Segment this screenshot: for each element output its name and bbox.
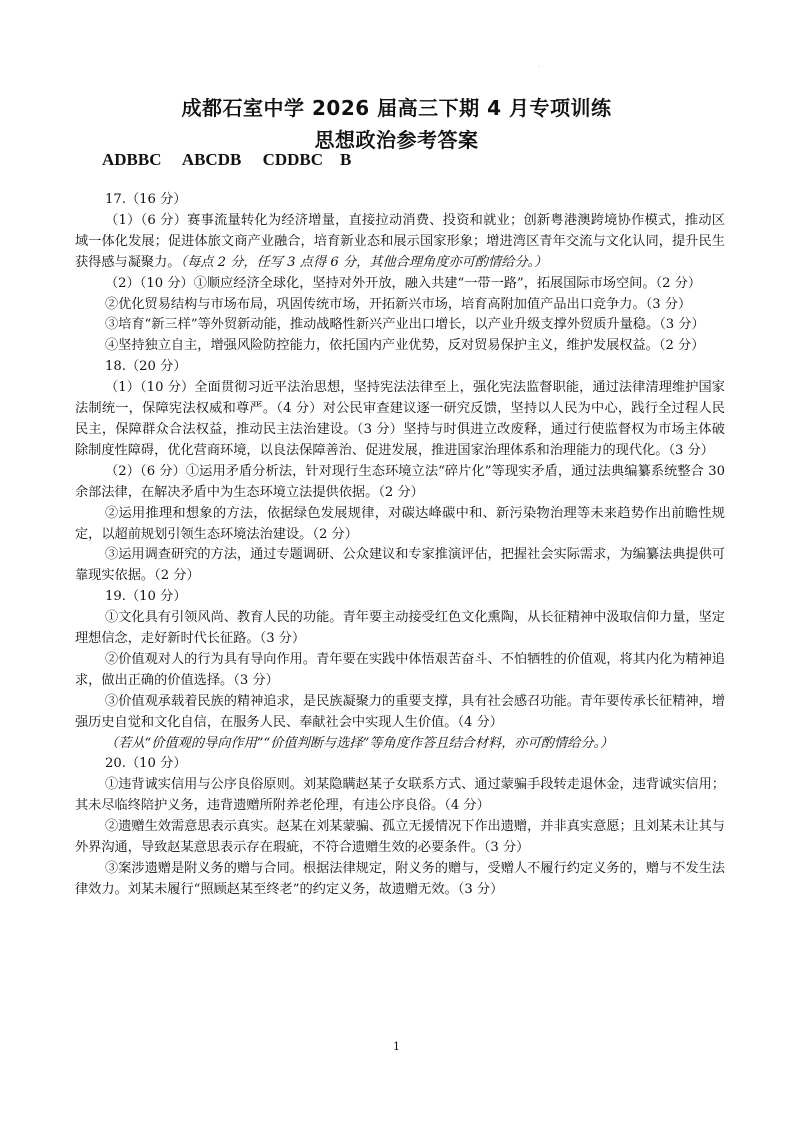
q19-grading-note: （若从“价值观的导向作用”“价值判断与选择”等角度作答且结合材料，亦可酌情给分。） — [105, 735, 614, 751]
q18-part2-point1: （2）（6 分）①运用矛盾分析法，针对现行生态环境立法“碎片化”等现实矛盾，通过法典编纂系统整合 30 余部法律，在解决矛盾中为生态环境立法提供依据。（2 分） — [75, 463, 725, 500]
scan-dot: · — [538, 64, 540, 71]
q17-part1-note: （每点 2 分，任写 3 点得 6 分，其他合理角度亦可酌情给分。） — [180, 254, 548, 270]
q17-part2-point4: ④坚持独立自主，增强风险防控能力，依托国内产业优势，反对贸易保护主义，维护发展权益。（2 分） — [105, 338, 705, 354]
q19-point3: ③价值观承载着民族的精神追求，是民族凝聚力的重要支撑，具有社会感召功能。青年要传承长征精神，增强历史自觉和文化自信，在服务人民、奉献社会中实现人生价值。（4 分） — [75, 693, 725, 730]
q19-heading: 19.（10 分） — [105, 589, 187, 605]
q18-heading: 18.（20 分） — [105, 359, 187, 375]
q17-part2-point1: （2）（10 分）①顺应经济全球化，坚持对外开放，融入共建“一带一路”，拓展国际市场空间。（2 分） — [105, 275, 702, 291]
q17-part2-point2: ②优化贸易结构与市场布局，巩固传统市场，开拓新兴市场，培育高附加值产品出口竞争力。（3 分） — [105, 296, 692, 312]
q17-heading: 17.（16 分） — [105, 192, 187, 207]
q18-part1: （1）（10 分）全面贯彻习近平法治思想，坚持宪法法律至上，强化宪法监督职能，通过法律清理维护国家法制统一，保障宪法权威和尊严。（4 分）对公民审查建议逐一研究反馈，坚持以人民为中心，践行全过程人民民主，保障群众合法权益，推动民主法治建设。（3 分）坚持与时俱进立改废释，通过行使监督权为市场主体破除制度性障碍，优化营商环境，以良法保障善治、促进发展，推进国家治理体系和治理能力的现代化。（3 分） — [75, 380, 725, 458]
document-title: 成都石室中学 2026 届高三下期 4 月专项训练 — [181, 96, 612, 120]
q19-point2: ②价值观对人的行为具有导向作用。青年要在实践中体悟艰苦奋斗、不怕牺牲的价值观，将其内化为精神追求，做出正确的价值选择。（3 分） — [75, 651, 725, 688]
q18-part2-point2: ②运用推理和想象的方法，依据绿色发展规律，对碳达峰碳中和、新污染物治理等未来趋势作出前瞻性规定，以超前规划引领生态环境法治建设。（2 分） — [75, 505, 725, 542]
q18-part2-point3: ③运用调查研究的方法，通过专题调研、公众建议和专家推演评估，把握社会实际需求，为编纂法典提供可靠现实依据。（2 分） — [75, 547, 725, 584]
q17-part2-point3: ③培育“新三样”等外贸新动能，推动战略性新兴产业出口增长，以产业升级支撑外贸质升量稳。（3 分） — [105, 317, 705, 333]
q20-heading: 20.（10 分） — [105, 756, 187, 772]
q19-point1: ①文化具有引领风尚、教育人民的功能。青年要主动接受红色文化熏陶，从长征精神中汲取信仰力量，坚定理想信念，走好新时代长征路。（3 分） — [75, 610, 725, 647]
q20-point1: ①违背诚实信用与公序良俗原则。刘某隐瞒赵某子女联系方式、通过蒙骗手段转走退休金，违背诚实信用；其未尽临终陪护义务，违背遗赠所附养老伦理，有违公序良俗。（4 分） — [75, 777, 725, 814]
q17-part1-text: （1）（6 分）赛事流量转化为经济增量，直接拉动消费、投资和就业；创新粤港澳跨境协作模式，推动区域一体化发展；促进体旅文商产业融合，培育新业态和展示国家形象；增进湾区青年交流与文化认同，提升民生获得感与凝聚力。 — [75, 212, 725, 270]
q20-point3: ③案涉遗赠是附义务的赠与合同。根据法律规定，附义务的赠与，受赠人不履行约定义务的，赠与不发生法律效力。刘某未履行“照顾赵某至终老”的约定义务，故遗赠无效。（3 分） — [75, 861, 725, 897]
document-subtitle: 思想政治参考答案 — [314, 128, 479, 152]
q20-point2: ②遗赠生效需意思表示真实。赵某在刘某蒙骗、孤立无援情况下作出遗赠，并非真实意愿；且刘某未让其与外界沟通，导致赵某意思表示存在瑕疵，不符合遗赠生效的必要条件。（3 分） — [75, 819, 725, 856]
multiple-choice-answers: ADBBC ABCDB CDDBC B — [102, 150, 352, 169]
answer-body — [75, 190, 725, 901]
page-number: 1 — [393, 1040, 400, 1053]
q17-part1 — [75, 211, 725, 274]
